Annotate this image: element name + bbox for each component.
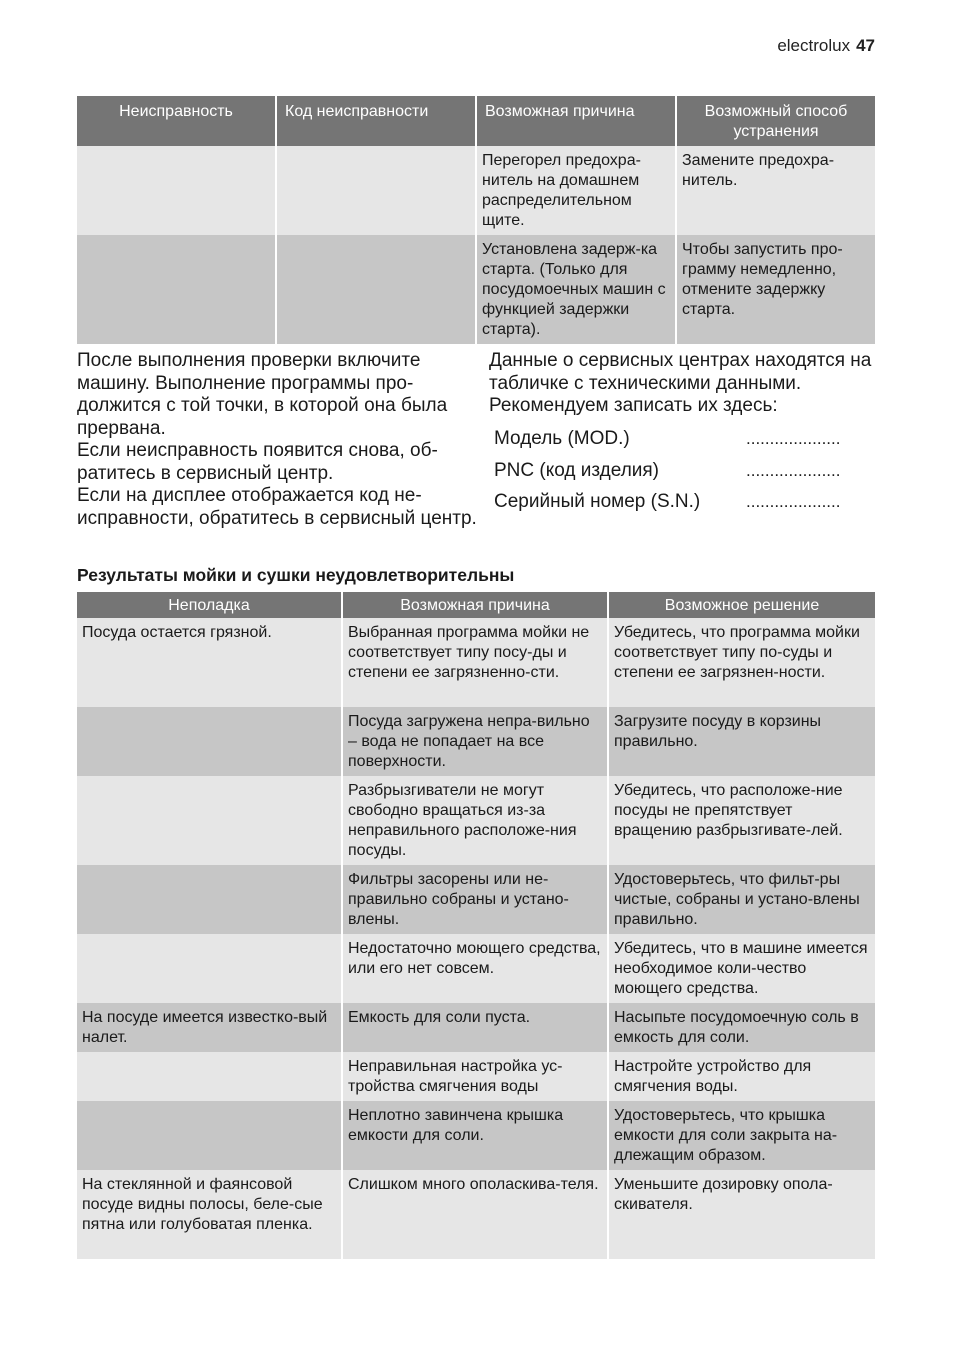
cause-cell: Посуда загружена непра-вильно – вода не попадает на все поверхности. <box>342 707 608 776</box>
service-row-serial <box>494 491 874 523</box>
code-cell <box>276 146 476 235</box>
section-title: Результаты мойки и сушки неудовлетворительны <box>77 565 515 585</box>
page-header <box>777 36 875 56</box>
header-problem: Неполадка <box>77 592 342 618</box>
header-possible-cause: Возможная причина <box>476 96 676 146</box>
table-row <box>77 146 875 235</box>
solution-cell: Убедитесь, что программа мойки соответствует типу по-суды и степени ее загрязнен-ности. <box>608 618 875 707</box>
header-fault: Неисправность <box>77 96 276 146</box>
paragraph: Если на дисплее отображается код не-исправности, обратитесь в сервисный центр. <box>77 485 477 529</box>
field-label: Модель (MOD.) <box>494 428 630 449</box>
cause-cell: Недостаточно моющего средства, или его нет совсем. <box>342 934 608 1003</box>
code-cell <box>276 235 476 344</box>
fault-table-header <box>77 96 875 146</box>
solution-cell: Насыпьте посудомоечную соль в емкость для соли. <box>608 1003 875 1052</box>
field-blank: .................... <box>746 492 841 511</box>
service-intro: Данные о сервисных центрах находятся на табличке с техническими данными. Рекомендуем записать их здесь: <box>489 350 872 416</box>
fault-cell <box>77 235 276 344</box>
service-row-pnc <box>494 460 874 492</box>
brand-name: electrolux <box>777 36 851 55</box>
solution-cell: Удостоверьтесь, что фильт-ры чистые, собраны и устано-влены правильно. <box>608 865 875 934</box>
service-row-model <box>494 428 874 460</box>
problem-cell <box>77 934 342 1003</box>
problem-cell: На стеклянной и фаянсовой посуде видны полосы, беле-сые пятна или голубоватая пленка. <box>77 1170 342 1259</box>
field-label: PNC (код изделия) <box>494 459 660 481</box>
problem-cell <box>77 707 342 776</box>
problem-cell <box>77 1101 342 1170</box>
header-cause: Возможная причина <box>342 592 608 618</box>
fault-cell <box>77 146 276 235</box>
service-data-fields <box>494 428 874 523</box>
fault-table <box>77 96 875 344</box>
problem-cell <box>77 865 342 934</box>
after-check-instructions <box>77 350 477 530</box>
cause-cell: Фильтры засорены или не-правильно собраны и устано-влены. <box>342 865 608 934</box>
header-possible-solution: Возможный способ устранения <box>676 96 875 146</box>
problem-cell: На посуде имеется известко-вый налет. <box>77 1003 342 1052</box>
solution-cell: Настройте устройство для смягчения воды. <box>608 1052 875 1101</box>
problem-cell <box>77 1052 342 1101</box>
table-row <box>77 707 875 776</box>
solution-cell: Удостоверьтесь, что крышка емкости для соли закрыта на-длежащим образом. <box>608 1101 875 1170</box>
table-row <box>77 1170 875 1259</box>
field-label: Серийный номер (S.N.) <box>494 491 701 512</box>
solution-cell: Уменьшите дозировку опола-скивателя. <box>608 1170 875 1259</box>
table-row <box>77 776 875 865</box>
header-solution: Возможное решение <box>608 592 875 618</box>
cause-cell: Разбрызгиватели не могут свободно вращаться из-за неправильного расположе-ния посуды. <box>342 776 608 865</box>
field-blank: .................... <box>746 429 841 448</box>
table-row <box>77 865 875 934</box>
cause-cell: Слишком много ополаскива-теля. <box>342 1170 608 1259</box>
washing-table-header <box>77 592 875 618</box>
problem-cell <box>77 776 342 865</box>
table-row <box>77 618 875 707</box>
washing-results-table <box>77 592 875 1259</box>
solution-cell: Чтобы запустить про-грамму немедленно, отмените задержку старта. <box>676 235 875 344</box>
table-row <box>77 1101 875 1170</box>
field-blank: .................... <box>746 460 841 480</box>
cause-cell: Установлена задерж-ка старта. (Только для посудомоечных машин с функцией задержки старта). <box>476 235 676 344</box>
cause-cell: Емкость для соли пуста. <box>342 1003 608 1052</box>
cause-cell: Неправильная настройка ус-тройства смягчения воды <box>342 1052 608 1101</box>
paragraph: После выполнения проверки включите машину. Выполнение программы про-должится с той точки, в которой она была прервана. <box>77 350 448 439</box>
page-number: 47 <box>856 36 875 55</box>
table-row <box>77 934 875 1003</box>
solution-cell: Загрузите посуду в корзины правильно. <box>608 707 875 776</box>
cause-cell: Выбранная программа мойки не соответствует типу посу-ды и степени ее загрязненно-сти. <box>342 618 608 707</box>
table-row <box>77 235 875 344</box>
cause-cell: Перегорел предохра-нитель на домашнем распределительном щите. <box>476 146 676 235</box>
table-row <box>77 1003 875 1052</box>
paragraph: Если неисправность появится снова, об-ратитесь в сервисный центр. <box>77 440 438 484</box>
problem-cell: Посуда остается грязной. <box>77 618 342 707</box>
service-info <box>489 350 879 418</box>
cause-cell: Неплотно завинчена крышка емкости для соли. <box>342 1101 608 1170</box>
solution-cell: Убедитесь, что расположе-ние посуды не препятствует вращению разбрызгивате-лей. <box>608 776 875 865</box>
solution-cell: Убедитесь, что в машине имеется необходимое коли-чество моющего средства. <box>608 934 875 1003</box>
solution-cell: Замените предохра-нитель. <box>676 146 875 235</box>
table-row <box>77 1052 875 1101</box>
header-fault-code: Код неисправности <box>276 96 476 146</box>
